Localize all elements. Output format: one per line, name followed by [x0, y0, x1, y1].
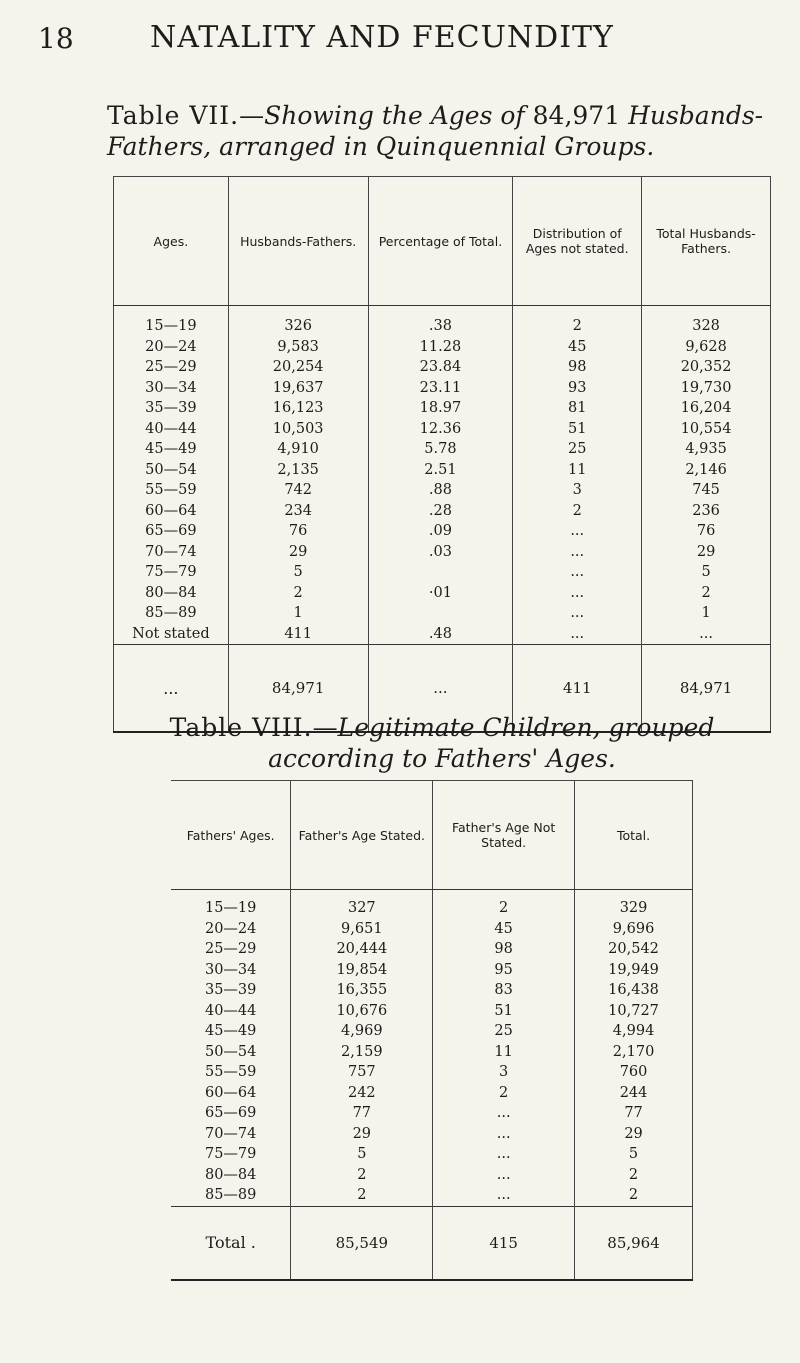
t7-cell: 19,730: [642, 378, 771, 399]
table-row: [171, 1062, 693, 1083]
t7-cell: ...: [513, 583, 642, 604]
t8-cell: 35—39: [204, 982, 257, 999]
t8-cell: 30—34: [204, 961, 257, 978]
t8-cell: ...: [433, 1124, 575, 1145]
t8-cell: 329: [575, 890, 693, 919]
t7-cell: [368, 603, 513, 624]
t8-cell: 16,355: [291, 980, 433, 1001]
t8-cell: 2: [291, 1185, 433, 1206]
t8-cell: 9,651: [291, 919, 433, 940]
t8-cell: 70—74: [204, 1125, 257, 1142]
t7-cell: 40—44: [145, 420, 197, 437]
t8-cell: 77: [575, 1103, 693, 1124]
t8-cell: 10,676: [291, 1001, 433, 1022]
t8-cell: 2: [291, 1165, 433, 1186]
t7-cell: ·01: [368, 583, 513, 604]
t7-cell: 2,135: [228, 460, 368, 481]
t7-cell: [368, 562, 513, 583]
t7-cell: 45—49: [145, 441, 197, 458]
t7-cell: 20,254: [228, 357, 368, 378]
table-row: [114, 306, 771, 337]
t8-total-cell: 85,549: [291, 1206, 433, 1280]
t8-header-1: Father's Age Stated.: [291, 781, 433, 890]
table7-caption-number: 84,971: [532, 101, 621, 130]
t7-header-0: Ages.: [114, 177, 229, 306]
t8-cell: 3: [433, 1062, 575, 1083]
t7-cell: 19,637: [228, 378, 368, 399]
t8-cell: 45—49: [204, 1023, 257, 1040]
t8-cell: 25: [433, 1021, 575, 1042]
t8-cell: 98: [433, 939, 575, 960]
t8-cell: 2: [433, 1083, 575, 1104]
table-row: [171, 1042, 693, 1063]
table-row: [114, 624, 771, 645]
t8-cell: 20,542: [575, 939, 693, 960]
t7-cell: 5: [228, 562, 368, 583]
t8-cell: 15—19: [204, 900, 257, 917]
table-row: [171, 1103, 693, 1124]
t7-cell: ...: [513, 624, 642, 645]
t7-cell: 29: [642, 542, 771, 563]
table7-caption: [107, 100, 777, 162]
t7-cell: 10,503: [228, 419, 368, 440]
t8-cell: 757: [291, 1062, 433, 1083]
table-row: [114, 337, 771, 358]
t7-cell: 1: [642, 603, 771, 624]
t7-cell: .03: [368, 542, 513, 563]
t7-cell: 20—24: [145, 338, 197, 355]
t8-cell: 75—79: [204, 1146, 257, 1163]
table-row: [114, 501, 771, 522]
t7-cell: 11: [513, 460, 642, 481]
t8-cell: 19,949: [575, 960, 693, 981]
t8-cell: 65—69: [204, 1105, 257, 1122]
t7-cell: 98: [513, 357, 642, 378]
t8-cell: 2: [575, 1165, 693, 1186]
table-row: [114, 357, 771, 378]
t7-cell: .09: [368, 521, 513, 542]
t8-cell: 45: [433, 919, 575, 940]
t7-cell: 23.11: [368, 378, 513, 399]
t7-cell: 23.84: [368, 357, 513, 378]
t7-cell: 12.36: [368, 419, 513, 440]
t7-cell: 9,628: [642, 337, 771, 358]
t7-cell: ...: [513, 521, 642, 542]
t7-cell: 4,910: [228, 439, 368, 460]
t8-cell: 242: [291, 1083, 433, 1104]
t7-cell: 2: [513, 501, 642, 522]
table-row: [171, 1185, 693, 1206]
t8-cell: 20—24: [204, 920, 257, 937]
t7-cell: 10,554: [642, 419, 771, 440]
table8-caption-lead: Table VIII.: [169, 713, 313, 742]
table-row: [114, 439, 771, 460]
t7-cell: 45: [513, 337, 642, 358]
t7-cell: 16,204: [642, 398, 771, 419]
t7-cell: ...: [513, 542, 642, 563]
t7-cell: 2: [642, 583, 771, 604]
table-row: [114, 419, 771, 440]
table8-caption-dash: —: [312, 713, 338, 742]
t7-total-cell: ...: [368, 645, 513, 733]
t7-cell: 50—54: [145, 461, 197, 478]
t8-cell: 55—59: [204, 1064, 257, 1081]
t8-cell: ...: [433, 1165, 575, 1186]
t7-cell: Not stated: [132, 625, 210, 642]
t7-cell: 328: [642, 306, 771, 337]
t7-cell: ...: [513, 562, 642, 583]
table7-caption-text-a: Showing the Ages of: [264, 101, 533, 130]
table-row: [114, 398, 771, 419]
t7-header-4: Total Husbands-Fathers.: [642, 177, 771, 306]
t7-cell: .38: [368, 306, 513, 337]
table-row: [114, 480, 771, 501]
t7-cell: 93: [513, 378, 642, 399]
t7-cell: 745: [642, 480, 771, 501]
t7-cell: 2: [228, 583, 368, 604]
table-row: [171, 1144, 693, 1165]
t8-header-2: Father's Age Not Stated.: [433, 781, 575, 890]
t7-total-cell: 84,971: [228, 645, 368, 733]
t7-total-cell: 84,971: [642, 645, 771, 733]
t7-cell: 76: [228, 521, 368, 542]
t7-cell: ...: [513, 603, 642, 624]
t7-cell: 60—64: [145, 502, 197, 519]
table7: [113, 176, 771, 733]
t7-cell: 25: [513, 439, 642, 460]
t7-cell: 234: [228, 501, 368, 522]
t8-cell: 11: [433, 1042, 575, 1063]
t8-cell: 80—84: [204, 1166, 257, 1183]
t7-header-2: Percentage of Total.: [368, 177, 513, 306]
t8-cell: 5: [291, 1144, 433, 1165]
t7-cell: 2: [513, 306, 642, 337]
t7-cell: 9,583: [228, 337, 368, 358]
table-row: [114, 583, 771, 604]
t8-cell: 9,696: [575, 919, 693, 940]
table-row: [171, 1021, 693, 1042]
t8-cell: 327: [291, 890, 433, 919]
t8-cell: 2: [433, 890, 575, 919]
table-row: [114, 460, 771, 481]
t8-total-cell: Total .: [171, 1206, 291, 1280]
t7-cell: 411: [228, 624, 368, 645]
t8-cell: 25—29: [204, 941, 257, 958]
t8-cell: 10,727: [575, 1001, 693, 1022]
t8-cell: 760: [575, 1062, 693, 1083]
table7-caption-lead: Table VII.: [107, 101, 240, 130]
t7-cell: 5.78: [368, 439, 513, 460]
t7-total-cell: 411: [513, 645, 642, 733]
t7-cell: 51: [513, 419, 642, 440]
running-head: NATALITY AND FECUNDITY: [150, 20, 614, 55]
table-row: [114, 603, 771, 624]
t7-cell: 29: [228, 542, 368, 563]
t8-cell: 2,170: [575, 1042, 693, 1063]
t7-cell: 65—69: [145, 523, 197, 540]
t8-cell: 2: [575, 1185, 693, 1206]
t7-cell: 11.28: [368, 337, 513, 358]
table8-caption-text: Legitimate Children, grouped according to Fathers' Ages.: [268, 713, 715, 773]
table-row: [114, 378, 771, 399]
t8-cell: 20,444: [291, 939, 433, 960]
t7-cell: 4,935: [642, 439, 771, 460]
t8-cell: 29: [291, 1124, 433, 1145]
t7-cell: 3: [513, 480, 642, 501]
t8-cell: 77: [291, 1103, 433, 1124]
t7-cell: 75—79: [145, 564, 197, 581]
t8-cell: 83: [433, 980, 575, 1001]
t8-cell: 2,159: [291, 1042, 433, 1063]
t8-cell: 85—89: [204, 1187, 257, 1204]
t7-cell: 5: [642, 562, 771, 583]
t7-cell: 30—34: [145, 379, 197, 396]
table-row: [171, 1001, 693, 1022]
t7-cell: 20,352: [642, 357, 771, 378]
t7-cell: 25—29: [145, 359, 197, 376]
t8-cell: 16,438: [575, 980, 693, 1001]
t8-cell: 95: [433, 960, 575, 981]
t7-cell: 2,146: [642, 460, 771, 481]
table-row: [114, 562, 771, 583]
t8-cell: 51: [433, 1001, 575, 1022]
t8-cell: ...: [433, 1103, 575, 1124]
t7-cell: 55—59: [145, 482, 197, 499]
table-row: [171, 1083, 693, 1104]
table8-caption: [107, 712, 777, 774]
t7-cell: 1: [228, 603, 368, 624]
table-row: [114, 542, 771, 563]
t7-cell: 85—89: [145, 605, 197, 622]
t7-cell: .88: [368, 480, 513, 501]
t8-total-cell: 415: [433, 1206, 575, 1280]
t7-cell: ...: [642, 624, 771, 645]
t7-cell: .28: [368, 501, 513, 522]
t8-cell: 4,994: [575, 1021, 693, 1042]
t7-cell: 70—74: [145, 543, 197, 560]
t7-cell: 326: [228, 306, 368, 337]
t7-cell: 236: [642, 501, 771, 522]
t7-cell: 76: [642, 521, 771, 542]
t7-cell: 80—84: [145, 584, 197, 601]
t8-cell: 5: [575, 1144, 693, 1165]
t8-total-cell: 85,964: [575, 1206, 693, 1280]
t8-cell: ...: [433, 1185, 575, 1206]
page-number: 18: [38, 22, 74, 55]
t8-cell: 50—54: [204, 1043, 257, 1060]
t7-cell: 16,123: [228, 398, 368, 419]
table8: [171, 780, 693, 1281]
table-row: [171, 1165, 693, 1186]
t7-header-3: Distribution of Ages not stated.: [513, 177, 642, 306]
table-row: [171, 980, 693, 1001]
table-row: [171, 890, 693, 919]
total-row: [171, 1206, 693, 1280]
table-row: [171, 960, 693, 981]
t8-cell: 29: [575, 1124, 693, 1145]
t7-cell: 35—39: [145, 400, 197, 417]
table-row: [114, 521, 771, 542]
t7-cell: .48: [368, 624, 513, 645]
t8-header-3: Total.: [575, 781, 693, 890]
table7-caption-text-b: Husbands-Fathers, arranged in Quinquennial Groups.: [107, 101, 764, 161]
t8-cell: 60—64: [204, 1084, 257, 1101]
table-row: [171, 919, 693, 940]
table7-caption-dash: —: [239, 101, 265, 130]
t8-cell: 19,854: [291, 960, 433, 981]
t7-cell: 742: [228, 480, 368, 501]
t7-header-1: Husbands-Fathers.: [228, 177, 368, 306]
table-row: [171, 1124, 693, 1145]
t8-cell: 4,969: [291, 1021, 433, 1042]
t7-cell: 15—19: [145, 318, 197, 335]
t7-cell: 18.97: [368, 398, 513, 419]
t7-total-cell: ...: [114, 645, 229, 733]
t7-cell: 81: [513, 398, 642, 419]
t8-cell: ...: [433, 1144, 575, 1165]
t8-cell: 40—44: [204, 1002, 257, 1019]
table-row: [171, 939, 693, 960]
t8-header-0: Fathers' Ages.: [171, 781, 291, 890]
t8-cell: 244: [575, 1083, 693, 1104]
t7-cell: 2.51: [368, 460, 513, 481]
